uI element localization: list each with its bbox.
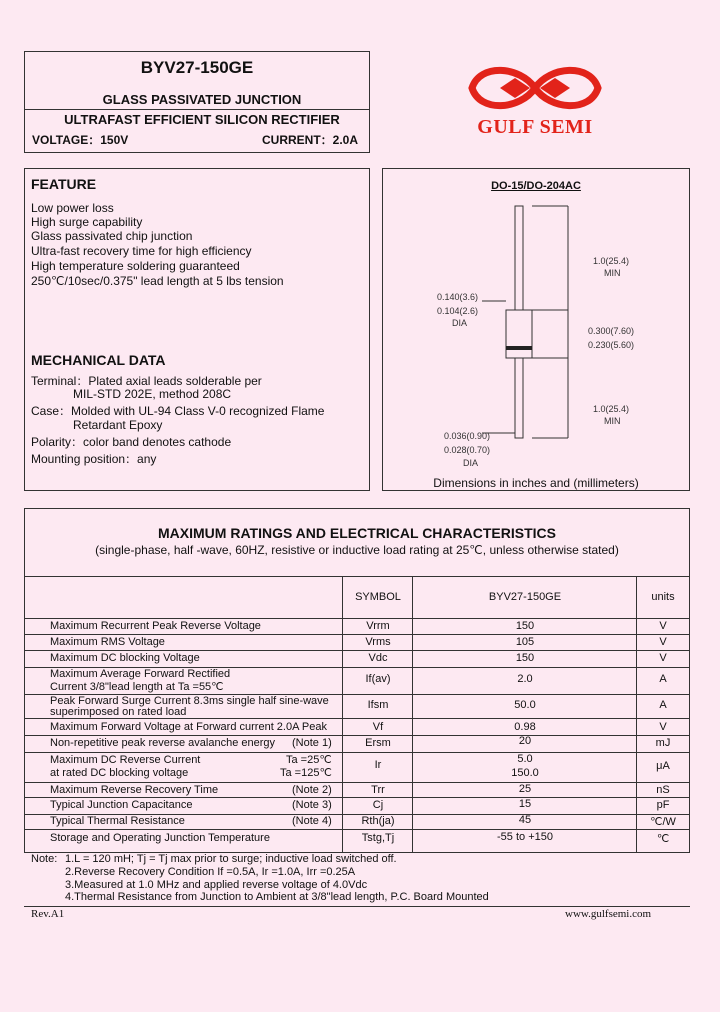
feature-item: Glass passivated chip junction — [31, 229, 193, 243]
header-line1: GLASS PASSIVATED JUNCTION — [102, 92, 302, 107]
body-dia-max: 0.140(3.6) — [437, 292, 479, 302]
lead-dia-label: DIA — [463, 458, 479, 468]
table-row-param: Maximum RMS Voltage — [50, 636, 165, 648]
current-rating: CURRENT：2.0A — [262, 133, 359, 147]
note-item: 3.Measured at 1.0 MHz and applied reverse voltage of 4.0Vdc — [65, 879, 368, 891]
notes-label: Note: — [31, 853, 58, 865]
table-row-param: Maximum DC blocking Voltage — [50, 652, 200, 664]
mechanical-line: MIL-STD 202E, method 208C — [73, 387, 232, 401]
feature-title: FEATURE — [31, 176, 97, 192]
table-row-param: Typical Thermal Resistance — [50, 815, 185, 827]
body-dia-label: DIA — [452, 318, 468, 328]
table-row-value: 2.0 — [517, 673, 533, 685]
table-row-note: (Note 4) — [292, 815, 332, 827]
mechanical-line: Polarity：color band denotes cathode — [31, 435, 232, 449]
table-row-symbol: Ersm — [365, 737, 391, 749]
feature-item: High surge capability — [31, 215, 143, 229]
lead-bottom-min: MIN — [604, 416, 621, 426]
table-row-symbol: Vrms — [365, 636, 391, 648]
table-row-symbol: Ifsm — [367, 699, 389, 711]
table-row-unit: ℃/W — [650, 816, 676, 828]
mechanical-line: Case：Molded with UL-94 Class V-0 recognized Flame — [31, 404, 325, 418]
logo-brand-text: GULF SEMI — [477, 116, 593, 138]
feature-item: Low power loss — [31, 201, 114, 215]
table-row-value: 150 — [515, 652, 535, 664]
table-row-symbol: Trr — [371, 784, 385, 796]
body-length-max: 0.300(7.60) — [588, 326, 635, 336]
lead-bottom-length: 1.0(25.4) — [593, 404, 630, 414]
gulf-semi-logo — [460, 58, 610, 143]
table-row-unit: V — [659, 636, 667, 648]
diode-outline-drawing — [382, 168, 690, 491]
table-row-unit: ℃ — [656, 833, 670, 845]
header-part: BYV27-150GE — [488, 591, 562, 603]
table-row-param: Maximum Reverse Recovery Time — [50, 784, 219, 796]
table-row-value: 45 — [518, 814, 532, 826]
table-row-param-line2: Current 3/8"lead length at Ta =55℃ — [50, 681, 224, 693]
body-dia-min: 0.104(2.6) — [437, 306, 479, 316]
table-row-symbol: Tstg,Tj — [361, 832, 395, 844]
note-item: 1.L = 120 mH; Tj = Tj max prior to surge; inductive load switched off. — [65, 853, 397, 865]
mechanical-line: Retardant Epoxy — [73, 418, 163, 432]
table-row-note: (Note 3) — [292, 799, 332, 811]
feature-item: High temperature soldering guaranteed — [31, 259, 240, 273]
table-row-param-line2: at rated DC blocking voltage — [50, 767, 189, 779]
table-row-unit: μA — [656, 760, 670, 772]
table-row-unit: V — [659, 652, 667, 664]
table-row-unit: mJ — [655, 737, 671, 749]
website-link[interactable]: www.gulfsemi.com — [565, 908, 652, 920]
note-item: 2.Reverse Recovery Condition If =0.5A, Ir =1.0A, Irr =0.25A — [65, 866, 356, 878]
table-row-param: Non-repetitive peak reverse avalanche energy — [50, 737, 276, 749]
table-row-note: (Note 2) — [292, 784, 332, 796]
table-row-param-line2: superimposed on rated load — [50, 706, 187, 718]
ratings-subtitle: (single-phase, half -wave, 60HZ, resistive or inductive load rating at 25℃, unless otherwise stated) — [95, 543, 619, 557]
table-row-value: 25 — [518, 783, 532, 795]
part-number-title: BYV27-150GE — [140, 58, 254, 77]
package-title: DO-15/DO-204AC — [491, 180, 581, 192]
lead-top-length: 1.0(25.4) — [593, 256, 630, 266]
table-row-symbol: Cj — [372, 799, 384, 811]
table-row-value: 15 — [518, 798, 532, 810]
mechanical-line: Mounting position：any — [31, 452, 157, 466]
table-row-symbol: Vf — [372, 721, 384, 733]
table-row-unit: V — [659, 620, 667, 632]
feature-item: 250℃/10sec/0.375" lead length at 5 lbs tension — [31, 274, 284, 288]
table-row-param: Maximum Average Forward Rectified — [50, 668, 231, 680]
table-row-value: 5.0 — [517, 753, 533, 765]
revision-label: Rev.A1 — [31, 908, 65, 920]
dimensions-caption: Dimensions in inches and (millimeters) — [433, 476, 639, 490]
table-row-value: 0.98 — [514, 721, 536, 733]
table-row-value: 105 — [515, 636, 535, 648]
table-row-param: Maximum Forward Voltage at Forward current 2.0A Peak — [50, 721, 327, 733]
table-row-param: Maximum Recurrent Peak Reverse Voltage — [50, 620, 261, 632]
table-row-param: Typical Junction Capacitance — [50, 799, 193, 811]
table-row-value: 150 — [515, 620, 535, 632]
table-row-symbol: Vdc — [368, 652, 388, 664]
table-row-value: -55 to +150 — [497, 831, 553, 843]
mechanical-line: Terminal：Plated axial leads solderable per — [31, 374, 262, 388]
header-units: units — [651, 591, 675, 603]
table-row-param: Peak Forward Surge Current 8.3ms single half sine-wave — [50, 695, 329, 707]
lead-dia-max: 0.036(0.90) — [444, 431, 491, 441]
voltage-rating: VOLTAGE：150V — [32, 133, 129, 147]
header-line2: ULTRAFAST EFFICIENT SILICON RECTIFIER — [64, 112, 340, 127]
table-row-unit: nS — [656, 784, 670, 796]
mechanical-title: MECHANICAL DATA — [31, 352, 166, 368]
table-row-unit: A — [659, 673, 667, 685]
table-row-symbol: Ir — [374, 759, 382, 771]
table-row-param: Maximum DC Reverse Current — [50, 754, 201, 766]
header-symbol: SYMBOL — [355, 591, 401, 603]
lead-dia-min: 0.028(0.70) — [444, 445, 491, 455]
body-length-min: 0.230(5.60) — [588, 340, 635, 350]
table-row-note: Ta =25℃ — [286, 754, 332, 766]
table-row-unit: V — [659, 721, 667, 733]
ratings-title: MAXIMUM RATINGS AND ELECTRICAL CHARACTERISTICS — [158, 525, 556, 541]
feature-item: Ultra-fast recovery time for high efficiency — [31, 244, 252, 258]
table-row-symbol: Vrrm — [366, 620, 390, 632]
note-item: 4.Thermal Resistance from Junction to Ambient at 3/8"lead length, P.C. Board Mounted — [65, 891, 489, 903]
table-row-value: 20 — [518, 735, 532, 747]
table-row-value: 50.0 — [514, 699, 536, 711]
table-row-unit: pF — [656, 799, 670, 811]
table-row-param: Storage and Operating Junction Temperature — [50, 832, 270, 844]
table-row-note-line2: Ta =125℃ — [280, 767, 332, 779]
lead-top-min: MIN — [604, 268, 621, 278]
table-row-note: (Note 1) — [292, 737, 332, 749]
table-row-symbol: If(av) — [365, 673, 391, 685]
table-row-symbol: Rth(ja) — [361, 815, 395, 827]
table-row-unit: A — [659, 699, 667, 711]
table-row-value-line2: 150.0 — [511, 767, 539, 779]
